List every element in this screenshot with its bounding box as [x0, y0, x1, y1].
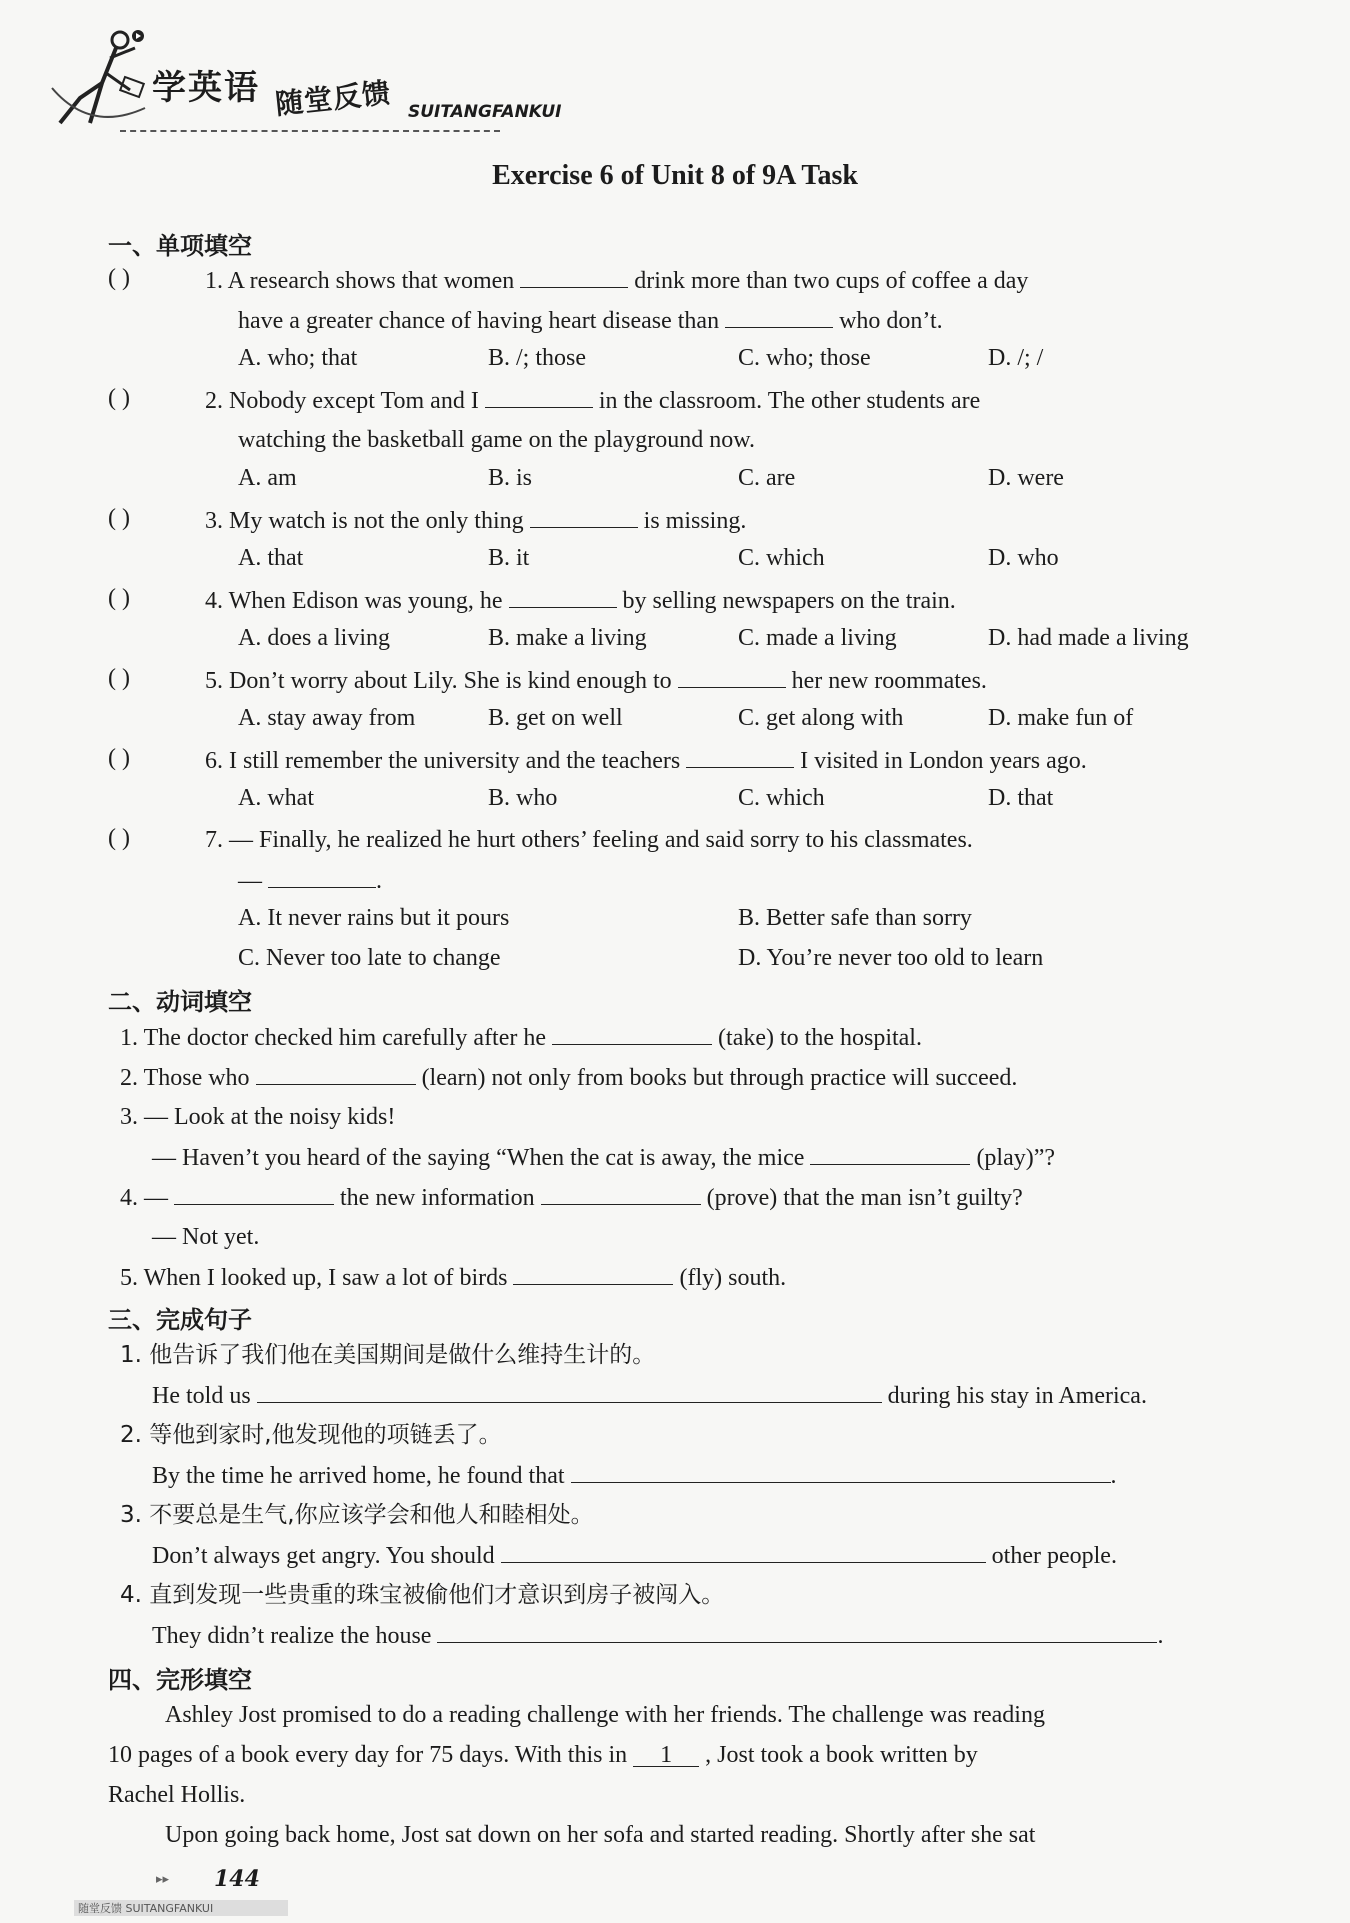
- s2-q3-line2: — Haven’t you heard of the saying “When the cat is away, the mice (play)”?: [152, 1142, 1055, 1173]
- answer-paren-q3[interactable]: ( ): [108, 505, 130, 531]
- header-divider: [120, 130, 500, 132]
- q5-option-a[interactable]: A. stay away from: [238, 705, 416, 731]
- s3-q1-en: He told us during his stay in America.: [152, 1380, 1147, 1411]
- s3-q2-cn: 2. 等他到家时,他发现他的项链丢了。: [120, 1422, 502, 1448]
- q2-option-b[interactable]: B. is: [488, 465, 533, 491]
- section3-heading: 三、完成句子: [108, 1306, 252, 1334]
- q5-blank[interactable]: [678, 665, 786, 688]
- s2-q3-line1: 3. — Look at the noisy kids!: [120, 1104, 396, 1130]
- s3-q4-en: They didn’t realize the house .: [152, 1620, 1163, 1651]
- q4-line1: 4. When Edison was young, he by selling newspapers on the train.: [205, 585, 956, 616]
- section2-heading: 二、动词填空: [108, 988, 252, 1016]
- q4-option-c[interactable]: C. made a living: [738, 625, 897, 651]
- q1-option-d[interactable]: D. /; /: [988, 345, 1044, 371]
- header-banner: [40, 22, 600, 132]
- s2-q1-blank[interactable]: [552, 1022, 712, 1045]
- s2-q5-blank[interactable]: [513, 1262, 673, 1285]
- s2-q1: 1. The doctor checked him carefully after he (take) to the hospital.: [120, 1022, 922, 1053]
- q5-option-d[interactable]: D. make fun of: [988, 705, 1134, 731]
- s4-para1-line3: Rachel Hollis.: [108, 1782, 246, 1808]
- s3-q1-cn: 1. 他告诉了我们他在美国期间是做什么维持生计的。: [120, 1342, 656, 1368]
- s2-q2: 2. Those who (learn) not only from books but through practice will succeed.: [120, 1062, 1017, 1093]
- exercise-title: Exercise 6 of Unit 8 of 9A Task: [492, 160, 858, 191]
- q1-blank1[interactable]: [520, 265, 628, 288]
- q5-option-b[interactable]: B. get on well: [488, 705, 623, 731]
- q2-line1: 2. Nobody except Tom and I in the classroom. The other students are: [205, 385, 980, 416]
- s3-q4-blank[interactable]: [437, 1620, 1157, 1643]
- q7-option-b[interactable]: B. Better safe than sorry: [738, 905, 972, 931]
- s3-q3-en: Don’t always get angry. You should other people.: [152, 1540, 1117, 1571]
- q4-option-a[interactable]: A. does a living: [238, 625, 390, 651]
- q7-line2: — .: [238, 865, 382, 896]
- footer-strip: 随堂反馈 SUITANGFANKUI: [74, 1900, 288, 1916]
- s3-q1-blank[interactable]: [257, 1380, 882, 1403]
- page-footer: [74, 1860, 284, 1915]
- s3-q3-cn: 3. 不要总是生气,你应该学会和他人和睦相处。: [120, 1502, 594, 1528]
- s3-q2-en: By the time he arrived home, he found that .: [152, 1460, 1117, 1491]
- q7-blank[interactable]: [268, 865, 376, 888]
- s4-para2-line1: Upon going back home, Jost sat down on her sofa and started reading. Shortly after she sat: [165, 1822, 1036, 1848]
- q4-option-d[interactable]: D. had made a living: [988, 625, 1189, 651]
- q3-option-b[interactable]: B. it: [488, 545, 530, 571]
- s2-q5: 5. When I looked up, I saw a lot of birds (fly) south.: [120, 1262, 786, 1293]
- q1-option-a[interactable]: A. who; that: [238, 345, 358, 371]
- q6-option-c[interactable]: C. which: [738, 785, 825, 811]
- q1-line1: 1. A research shows that women drink more than two cups of coffee a day: [205, 265, 1028, 296]
- s2-q4-line2: — Not yet.: [152, 1224, 260, 1250]
- q5-option-c[interactable]: C. get along with: [738, 705, 904, 731]
- s4-para1-line1: Ashley Jost promised to do a reading challenge with her friends. The challenge was reading: [165, 1702, 1045, 1728]
- s2-q3-blank[interactable]: [810, 1142, 970, 1165]
- s4-para1-line2: 10 pages of a book every day for 75 days. With this in 1 , Jost took a book written by: [108, 1742, 978, 1768]
- q2-line2: watching the basketball game on the playground now.: [238, 427, 755, 453]
- cloze-blank-1[interactable]: 1: [633, 1740, 699, 1767]
- q2-option-d[interactable]: D. were: [988, 465, 1064, 491]
- arrow-icon: ▸▸: [156, 1872, 170, 1887]
- q7-option-c[interactable]: C. Never too late to change: [238, 945, 501, 971]
- q6-option-a[interactable]: A. what: [238, 785, 314, 811]
- answer-paren-q5[interactable]: ( ): [108, 665, 130, 691]
- header-title-cn: 学英语: [152, 68, 260, 108]
- q3-blank[interactable]: [530, 505, 638, 528]
- header-title-cn-sub: 随堂反馈: [273, 76, 393, 121]
- answer-paren-q2[interactable]: ( ): [108, 385, 130, 411]
- q3-option-c[interactable]: C. which: [738, 545, 825, 571]
- q3-line1: 3. My watch is not the only thing is missing.: [205, 505, 746, 536]
- section1-heading: 一、单项填空: [108, 232, 252, 260]
- s3-q3-blank[interactable]: [501, 1540, 986, 1563]
- q4-option-b[interactable]: B. make a living: [488, 625, 647, 651]
- q1-option-b[interactable]: B. /; those: [488, 345, 587, 371]
- q4-blank[interactable]: [509, 585, 617, 608]
- answer-paren-q7[interactable]: ( ): [108, 825, 130, 851]
- answer-paren-q1[interactable]: ( ): [108, 265, 130, 291]
- q3-option-d[interactable]: D. who: [988, 545, 1059, 571]
- page-number: 144: [214, 1866, 260, 1892]
- q3-option-a[interactable]: A. that: [238, 545, 304, 571]
- q2-blank[interactable]: [485, 385, 593, 408]
- answer-paren-q6[interactable]: ( ): [108, 745, 130, 771]
- s2-q4-blank1[interactable]: [174, 1182, 334, 1205]
- q7-option-a[interactable]: A. It never rains but it pours: [238, 905, 510, 931]
- s2-q4-line1: 4. — the new information (prove) that the man isn’t guilty?: [120, 1182, 1023, 1213]
- q5-line1: 5. Don’t worry about Lily. She is kind enough to her new roommates.: [205, 665, 987, 696]
- s3-q4-cn: 4. 直到发现一些贵重的珠宝被偷他们才意识到房子被闯入。: [120, 1582, 725, 1608]
- q1-line2: have a greater chance of having heart disease than who don’t.: [238, 305, 943, 336]
- q6-blank[interactable]: [686, 745, 794, 768]
- q2-option-c[interactable]: C. are: [738, 465, 796, 491]
- header-title-en: SUITANGFANKUI: [408, 102, 562, 122]
- reader-figure-icon: [50, 28, 150, 128]
- q1-blank2[interactable]: [725, 305, 833, 328]
- section4-heading: 四、完形填空: [108, 1666, 252, 1694]
- q6-line1: 6. I still remember the university and the teachers I visited in London years ago.: [205, 745, 1087, 776]
- s2-q4-blank2[interactable]: [541, 1182, 701, 1205]
- answer-paren-q4[interactable]: ( ): [108, 585, 130, 611]
- q6-option-b[interactable]: B. who: [488, 785, 558, 811]
- s2-q2-blank[interactable]: [256, 1062, 416, 1085]
- q6-option-d[interactable]: D. that: [988, 785, 1054, 811]
- q7-line1: 7. — Finally, he realized he hurt others’ feeling and said sorry to his classmates.: [205, 827, 973, 853]
- s3-q2-blank[interactable]: [571, 1460, 1111, 1483]
- q1-option-c[interactable]: C. who; those: [738, 345, 871, 371]
- q7-option-d[interactable]: D. You’re never too old to learn: [738, 945, 1044, 971]
- q2-option-a[interactable]: A. am: [238, 465, 297, 491]
